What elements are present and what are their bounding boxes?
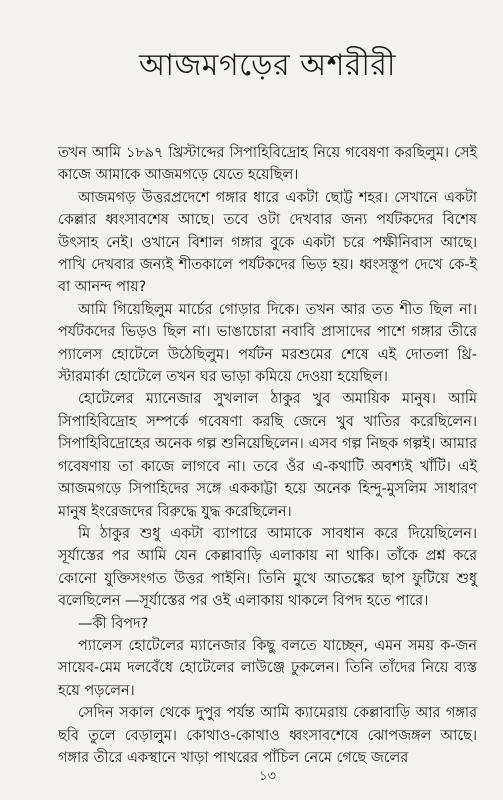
paragraph-4: হোটেলের ম্যানেজার সুখলাল ঠাকুর খুব অমায়িক মানুষ। আমি সিপাহিবিদ্রোহ সম্পর্কে গবেষণা করছি জেনে খুব খাতির করেছিলেন। সিপাহিবিদ্রোহের অনেক গল্প শুনিয়েছিলেন। এসব গল্প নিছক গল্পই। আমার গবেষণায় তা কাজে লাগবে না। তবে ওঁর এ-কথাটি অবশ্যই খাঁটি। এই আজমগড়ে সিপাহিদের সঙ্গে এককাট্টা হয়ে অনেক হিন্দু-মুসলিম সাধারণ মানুষ ইংরেজদের বিরুদ্ধে যুদ্ধ করেছিলেন।	[58, 391, 477, 520]
paragraph-6-dialogue: —কী বিপদ?	[78, 615, 149, 632]
paragraph-7: প্যালেস হোটেলের ম্যানেজার কিছু বলতে যাচ্ছেন, এমন সময় ক-জন সায়েব-মেম দলবেঁধে হোটেলের লাউঞ্জে ঢুকলেন। তিনি তাঁদের নিয়ে ব্যস্ত হয়ে পড়লেন।	[58, 637, 477, 699]
page-number: ১৩	[259, 769, 276, 784]
paragraph-3: আমি গিয়েছিলুম মার্চের গোড়ার দিকে। তখন আর তত শীত ছিল না। পর্যটকদের ভিড়ও ছিল না। ভাঙাচোরা নবাবি প্রাসাদের পাশে গঙ্গার তীরে প্যালেস হোটেলে উঠেছিলুম। পর্যটন মরশুমের শেষে এই দোতলা থ্রি-স্টারমার্কা হোটেলে তখন ঘর ভাড়া কমিয়ে দেওয়া হয়েছিল।	[58, 301, 477, 386]
paragraph-1: তখন আমি ১৮৯৭ খ্রিস্টাব্দের সিপাহিবিদ্রোহ নিয়ে গবেষণা করছিলুম। সেই কাজে আমাকে আজমগড়ে যেতে হয়েছিল।	[58, 145, 477, 184]
story-body	[58, 142, 477, 769]
paragraph-2: আজমগড় উত্তরপ্রদেশে গঙ্গার ধারে একটা ছোট্ট শহর। সেখানে একটা কেল্লার ধ্বংসাবশেষ আছে। তবে ওটা দেখবার জন্য পর্যটকদের বিশেষ উৎসাহ নেই। ওখানে বিশাল গঙ্গার বুকে একটা চরে পক্ষীনিবাস আছে। পাখি দেখবার জন্যই শীতকালে পর্যটকদের ভিড় হয়। ধ্বংসস্তূপ দেখে কে-ই বা আনন্দ পায়?	[58, 189, 477, 296]
story-title: আজমগড়ের অশরীরী	[138, 48, 397, 83]
paragraph-5: মি ঠাকুর শুধু একটা ব্যাপারে আমাকে সাবধান করে দিয়েছিলেন। সূর্যাস্তের পর আমি যেন কেল্লাবাড়ি এলাকায় না থাকি। তাঁকে প্রশ্ন করে কোনো যুক্তিসংগত উত্তর পাইনি। তিনি মুখে আতঙ্কের ছাপ ফুটিয়ে শুধু বলেছিলেন —সূর্যাস্তের পর ওই এলাকায় থাকলে বিপদ হতে পারে।	[58, 525, 477, 610]
paragraph-8: সেদিন সকাল থেকে দুপুর পর্যন্ত আমি ক্যামেরায় কেল্লাবাড়ি আর গঙ্গার ছবি তুলে বেড়ালুম। কোথাও-কোথাও ধ্বংসাবশেষে ঝোপজঙ্গল আছে। গঙ্গার তীরে একস্থানে খাড়া পাথরের পাঁচিল নেমে গেছে জলের	[58, 705, 477, 766]
